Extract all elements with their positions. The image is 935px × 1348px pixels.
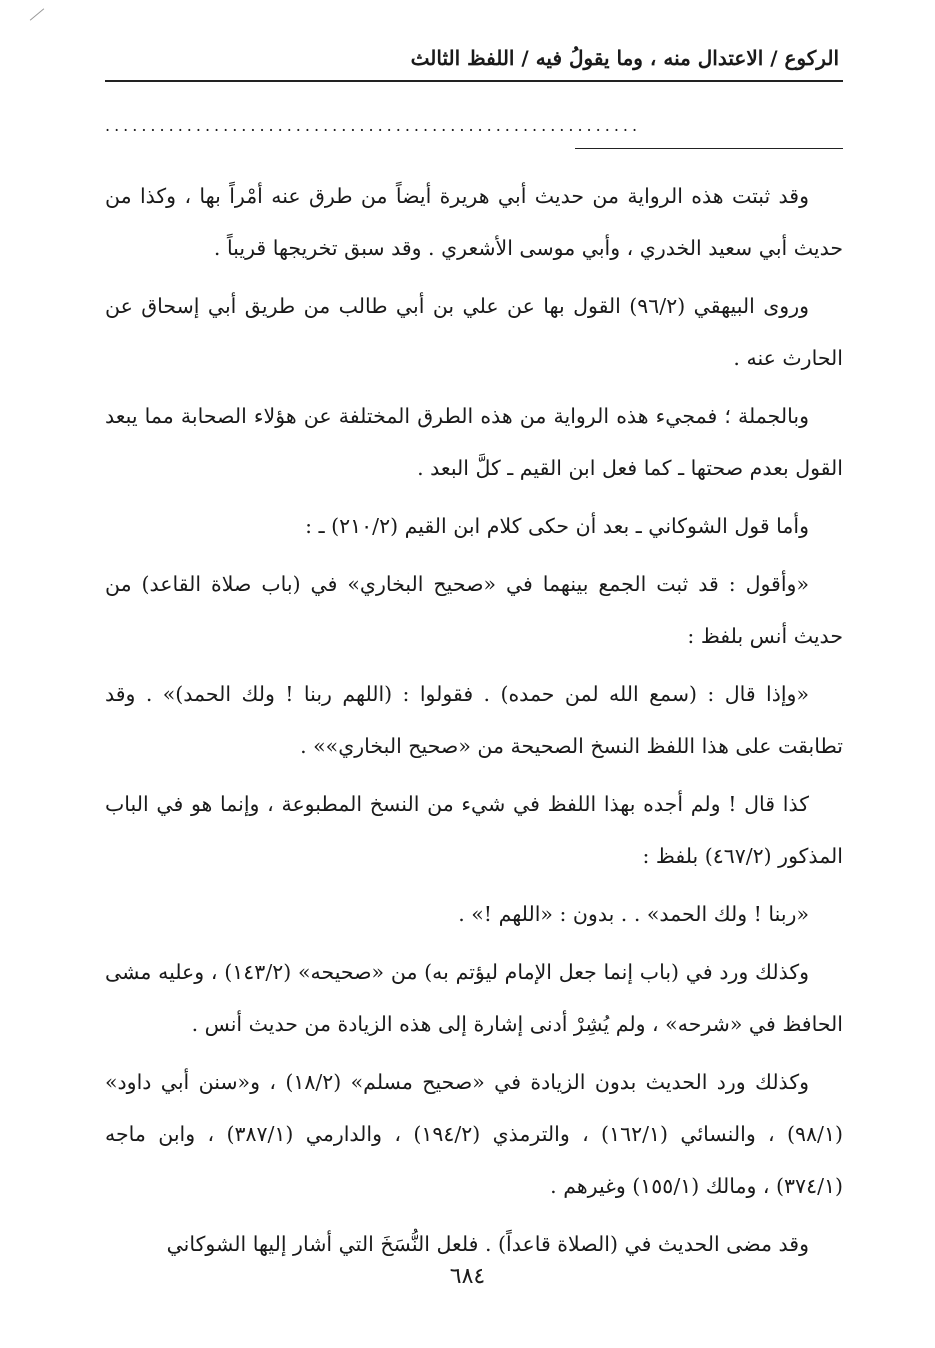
paragraph-5: «وأقول : قد ثبت الجمع بينهما في «صحيح البخاري» في (باب صلاة القاعد) من حديث أنس بلفظ : <box>105 572 843 648</box>
footnote-dotted-line: ........................................................... <box>105 116 642 135</box>
page-body <box>105 170 843 1276</box>
paragraph-6: «وإذا قال : (سمع الله لمن حمده) . فقولوا : (اللهم ربنا ! ولك الحمد)» . وقد تطابقت على هذا اللفظ النسخ الصحيحة من «صحيح البخاري»» . <box>105 682 843 758</box>
running-header <box>105 40 843 82</box>
paragraph-7: كذا قال ! ولم أجده بهذا اللفظ في شيء من النسخ المطبوعة ، وإنما هو في الباب المذكور (٤٦٧/٢) بلفظ : <box>105 792 843 868</box>
scan-mark <box>30 8 44 20</box>
running-title: الركوع / الاعتدال منه ، وما يقولُ فيه / اللفظ الثالث <box>410 46 839 70</box>
paragraph-9: وكذلك ورد في (باب إنما جعل الإمام ليؤتم به) من «صحيحه» (١٤٣/٢) ، وعليه مشى الحافظ في «شرحه» ، ولم يُشِرْ أدنى إشارة إلى هذه الزيادة من حديث أنس . <box>105 960 843 1036</box>
paragraph-1: وقد ثبتت هذه الرواية من حديث أبي هريرة أيضاً من طرق عنه أمْراً بها ، وكذا من حديث أبي سعيد الخدري ، وأبي موسى الأشعري . وقد سبق تخريجها قريباً . <box>105 184 843 260</box>
paragraph-11: وقد مضى الحديث في (الصلاة قاعداً) . فلعل النُّسَخَ التي أشار إليها الشوكاني <box>166 1232 809 1256</box>
paragraph-10: وكذلك ورد الحديث بدون الزيادة في «صحيح مسلم» (١٨/٢) ، و«سنن أبي داود» (٩٨/١) ، والنسائي (١٦٢/١) ، والترمذي (١٩٤/٢) ، والدارمي (٣٨٧/١) ، وابن ماجه (٣٧٤/١) ، ومالك (١٥٥/١) وغيرهم . <box>105 1070 843 1198</box>
footnote-separator <box>575 148 843 149</box>
page-number: ٦٨٤ <box>449 1264 486 1289</box>
paragraph-8: «ربنا ! ولك الحمد» . . بدون : «اللهم !» . <box>458 902 809 926</box>
paragraph-2: وروى البيهقي (٩٦/٢) القول بها عن علي بن أبي طالب من طريق أبي إسحاق عن الحارث عنه . <box>105 294 843 370</box>
paragraph-4: وأما قول الشوكاني ـ بعد أن حكى كلام ابن القيم (٢١٠/٢) ـ : <box>305 514 809 538</box>
paragraph-3: وبالجملة ؛ فمجيء هذه الرواية من هذه الطرق المختلفة عن هؤلاء الصحابة مما يبعد القول بعدم صحتها ـ كما فعل ابن القيم ـ كلَّ البعد . <box>105 404 843 480</box>
